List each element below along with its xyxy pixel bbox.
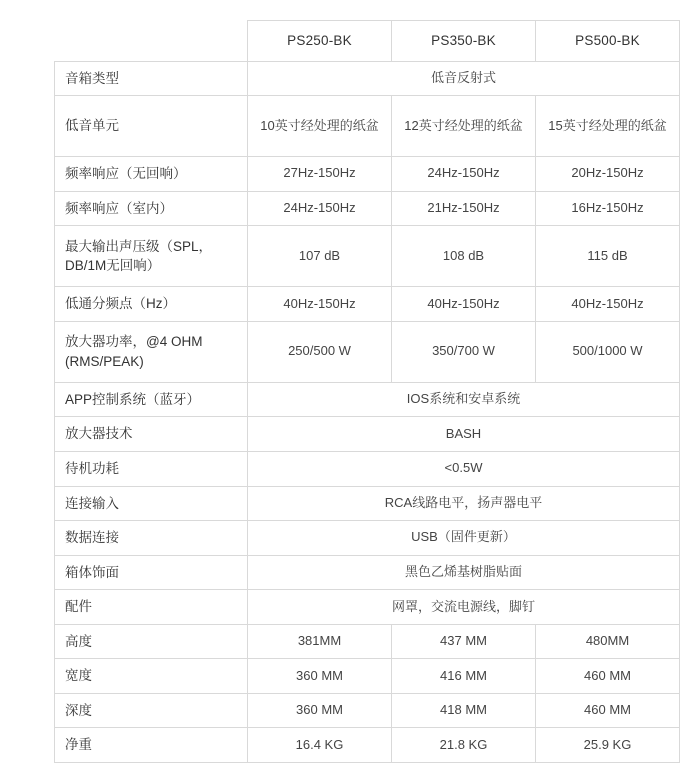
row-value-model-3: 25.9 KG — [536, 728, 680, 763]
row-value-model-2: 437 MM — [392, 624, 536, 659]
row-label: 最大输出声压级（SPL，DB/1M无回响） — [55, 226, 248, 287]
row-value-model-3: 460 MM — [536, 659, 680, 694]
table-body — [55, 61, 680, 762]
row-label: 频率响应（无回响） — [55, 157, 248, 192]
row-value-all-models: 低音反射式 — [248, 61, 680, 96]
row-value-model-2: 21Hz-150Hz — [392, 191, 536, 226]
row-label: 频率响应（室内） — [55, 191, 248, 226]
row-label: 数据连接 — [55, 521, 248, 556]
table-row — [55, 486, 680, 521]
table-row — [55, 555, 680, 590]
row-value-model-1: 360 MM — [248, 659, 392, 694]
table-header — [55, 21, 680, 62]
row-value-model-3: 16Hz-150Hz — [536, 191, 680, 226]
row-value-model-2: 350/700 W — [392, 321, 536, 382]
row-value-model-2: 108 dB — [392, 226, 536, 287]
row-value-model-2: 21.8 KG — [392, 728, 536, 763]
table-row — [55, 191, 680, 226]
row-value-all-models: RCA线路电平，扬声器电平 — [248, 486, 680, 521]
row-label: APP控制系统（蓝牙） — [55, 382, 248, 417]
row-value-model-1: 107 dB — [248, 226, 392, 287]
row-value-model-1: 10英寸经处理的纸盆 — [248, 96, 392, 157]
row-value-all-models: <0.5W — [248, 451, 680, 486]
row-label: 待机功耗 — [55, 451, 248, 486]
row-value-model-3: 40Hz-150Hz — [536, 287, 680, 322]
table-row — [55, 417, 680, 452]
row-value-model-2: 418 MM — [392, 693, 536, 728]
row-label: 箱体饰面 — [55, 555, 248, 590]
table-row — [55, 521, 680, 556]
table-header-row — [55, 21, 680, 62]
row-value-model-3: 460 MM — [536, 693, 680, 728]
row-value-all-models: USB（固件更新） — [248, 521, 680, 556]
row-value-all-models: 网罩，交流电源线，脚钉 — [248, 590, 680, 625]
table-row — [55, 451, 680, 486]
model-header-1: PS250-BK — [248, 21, 392, 62]
row-label: 低通分频点（Hz） — [55, 287, 248, 322]
table-row — [55, 321, 680, 382]
table-corner-cell — [55, 21, 248, 62]
row-value-model-2: 40Hz-150Hz — [392, 287, 536, 322]
table-row — [55, 728, 680, 763]
row-value-model-1: 40Hz-150Hz — [248, 287, 392, 322]
row-value-all-models: IOS系统和安卓系统 — [248, 382, 680, 417]
specification-table — [54, 20, 680, 763]
row-label: 高度 — [55, 624, 248, 659]
row-label: 音箱类型 — [55, 61, 248, 96]
table-row — [55, 96, 680, 157]
table-row — [55, 659, 680, 694]
row-label: 放大器技术 — [55, 417, 248, 452]
table-row — [55, 382, 680, 417]
table-row — [55, 624, 680, 659]
row-label: 配件 — [55, 590, 248, 625]
row-label: 净重 — [55, 728, 248, 763]
row-label: 低音单元 — [55, 96, 248, 157]
row-value-model-3: 15英寸经处理的纸盆 — [536, 96, 680, 157]
row-value-all-models: BASH — [248, 417, 680, 452]
row-label: 连接输入 — [55, 486, 248, 521]
row-label: 宽度 — [55, 659, 248, 694]
row-value-model-1: 381MM — [248, 624, 392, 659]
row-label: 放大器功率，@4 OHM (RMS/PEAK) — [55, 321, 248, 382]
table-row — [55, 226, 680, 287]
row-value-model-2: 24Hz-150Hz — [392, 157, 536, 192]
row-value-all-models: 黑色乙烯基树脂贴面 — [248, 555, 680, 590]
row-value-model-2: 416 MM — [392, 659, 536, 694]
row-value-model-1: 250/500 W — [248, 321, 392, 382]
row-value-model-3: 115 dB — [536, 226, 680, 287]
row-value-model-1: 16.4 KG — [248, 728, 392, 763]
row-label: 深度 — [55, 693, 248, 728]
table-row — [55, 61, 680, 96]
row-value-model-3: 20Hz-150Hz — [536, 157, 680, 192]
row-value-model-1: 360 MM — [248, 693, 392, 728]
model-header-2: PS350-BK — [392, 21, 536, 62]
row-value-model-1: 24Hz-150Hz — [248, 191, 392, 226]
table-row — [55, 693, 680, 728]
table-row — [55, 157, 680, 192]
row-value-model-3: 500/1000 W — [536, 321, 680, 382]
row-value-model-2: 12英寸经处理的纸盆 — [392, 96, 536, 157]
row-value-model-3: 480MM — [536, 624, 680, 659]
row-value-model-1: 27Hz-150Hz — [248, 157, 392, 192]
table-row — [55, 590, 680, 625]
model-header-3: PS500-BK — [536, 21, 680, 62]
table-row — [55, 287, 680, 322]
